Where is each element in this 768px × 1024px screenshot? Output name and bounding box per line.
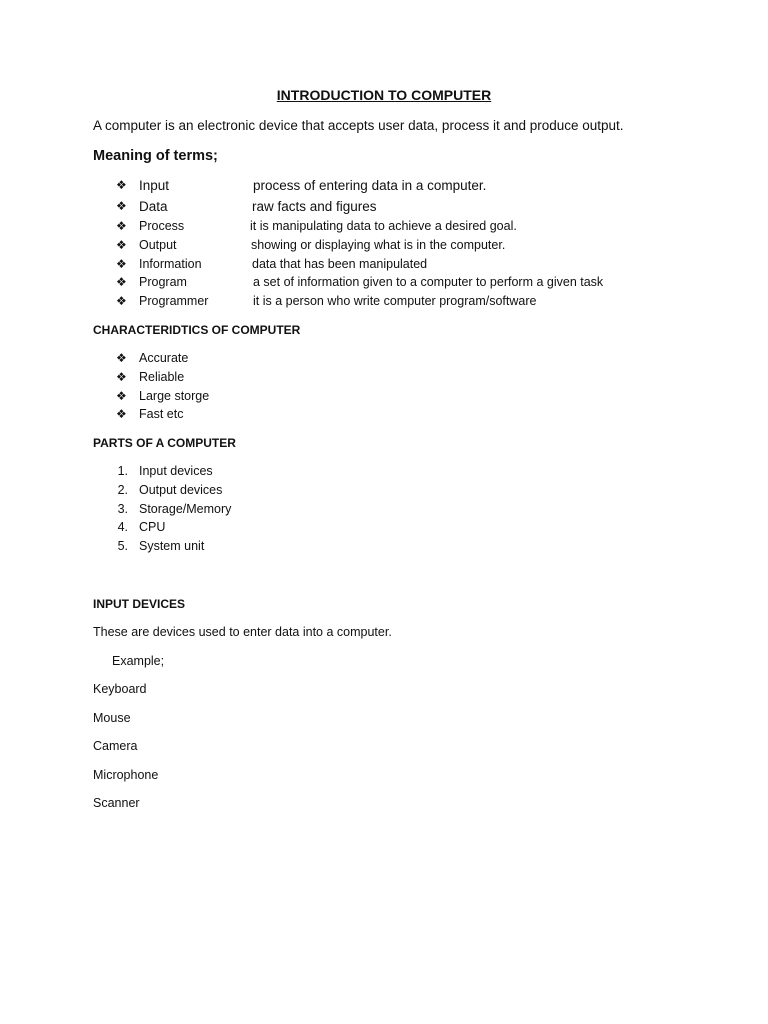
document-title: INTRODUCTION TO COMPUTER [276,87,492,103]
meaning-of-terms-heading: Meaning of terms; [93,148,218,164]
term-label: Data [139,199,168,214]
term-definition: it is manipulating data to achieve a desired goal. [250,219,517,233]
list-number: 2. [117,483,128,497]
bullet-icon: ❖ [116,257,127,271]
example-label: Example; [112,654,165,668]
list-number: 5. [117,539,128,553]
input-devices-heading: INPUT DEVICES [93,597,186,611]
parts-heading: PARTS OF A COMPUTER [93,436,236,450]
list-number: 1. [117,464,128,478]
bullet-icon: ❖ [116,275,127,289]
intro-paragraph: A computer is an electronic device that accepts user data, process it and produce output. [93,118,624,133]
bullet-icon: ❖ [116,294,127,308]
bullet-icon: ❖ [116,351,127,365]
example-item: Scanner [93,796,140,810]
characteristics-heading: CHARACTERIDTICS OF COMPUTER [93,323,301,337]
term-label: Information [139,257,202,271]
bullet-icon: ❖ [116,407,127,421]
example-item: Mouse [93,711,131,725]
term-label: Programmer [139,294,209,308]
term-label: Process [139,219,185,233]
characteristic-label: Accurate [139,351,189,365]
bullet-icon: ❖ [116,389,127,403]
part-label: Input devices [139,464,213,478]
part-label: Storage/Memory [139,502,232,516]
term-definition: process of entering data in a computer. [253,178,487,193]
term-label: Output [139,238,177,252]
bullet-icon: ❖ [116,178,127,192]
part-label: CPU [139,520,166,534]
term-definition: raw facts and figures [252,199,377,214]
list-number: 3. [117,502,128,516]
list-number: 4. [117,520,128,534]
example-item: Keyboard [93,682,147,696]
part-label: System unit [139,539,205,553]
bullet-icon: ❖ [116,370,127,384]
characteristic-label: Large storge [139,389,210,403]
part-label: Output devices [139,483,223,497]
term-definition: a set of information given to a computer to perform a given task [253,275,604,289]
input-devices-description: These are devices used to enter data into a computer. [93,625,392,639]
term-definition: it is a person who write computer program/software [253,294,537,308]
term-definition: data that has been manipulated [252,257,428,271]
term-label: Program [139,275,187,289]
example-item: Microphone [93,768,159,782]
bullet-icon: ❖ [116,199,127,213]
example-item: Camera [93,739,138,753]
term-label: Input [139,178,170,193]
bullet-icon: ❖ [116,219,127,233]
characteristic-label: Reliable [139,370,185,384]
bullet-icon: ❖ [116,238,127,252]
characteristic-label: Fast etc [139,407,184,421]
term-definition: showing or displaying what is in the computer. [251,238,506,252]
